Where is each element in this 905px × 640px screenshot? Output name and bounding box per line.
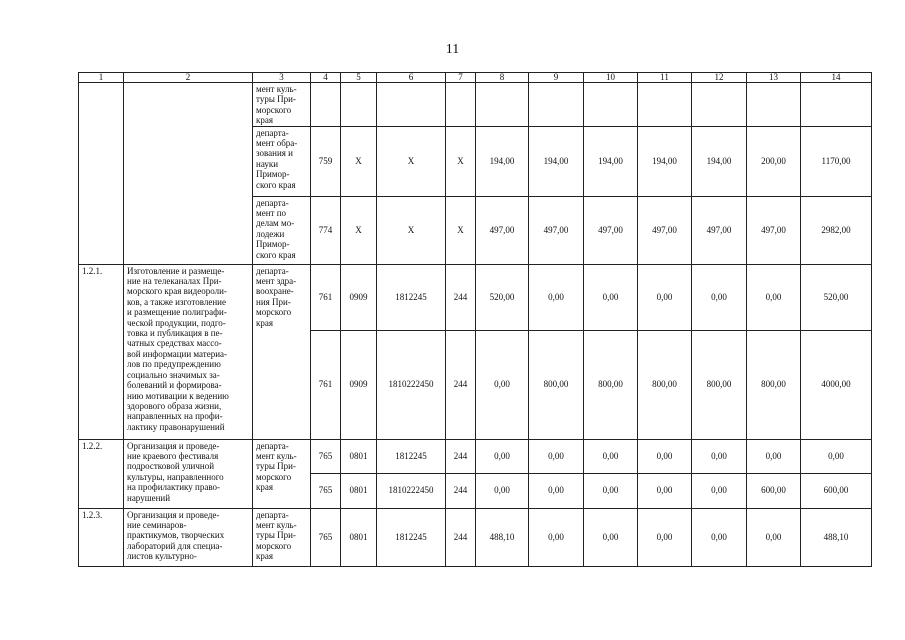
amount-cell: 0,00 bbox=[747, 508, 801, 566]
amount-cell: 488,10 bbox=[801, 508, 872, 566]
amount-cell: 497,00 bbox=[529, 196, 584, 264]
column-number: 14 bbox=[801, 73, 872, 83]
table-row bbox=[79, 439, 872, 473]
amount-cell: 800,00 bbox=[584, 330, 638, 439]
code-vr-cell bbox=[446, 83, 476, 127]
amount-cell: 0,00 bbox=[584, 508, 638, 566]
amount-cell: 0,00 bbox=[638, 439, 692, 473]
amount-cell: 0,00 bbox=[692, 473, 747, 508]
code-grbs-cell: 759 bbox=[311, 126, 341, 196]
amount-cell: 0,00 bbox=[801, 439, 872, 473]
amount-cell: 0,00 bbox=[692, 439, 747, 473]
amount-cell: 0,00 bbox=[476, 473, 529, 508]
column-number: 1 bbox=[79, 73, 124, 83]
amount-cell bbox=[801, 83, 872, 127]
amount-cell: 194,00 bbox=[638, 126, 692, 196]
amount-cell bbox=[529, 83, 584, 127]
amount-cell: 0,00 bbox=[529, 439, 584, 473]
amount-cell: 497,00 bbox=[638, 196, 692, 264]
code-grbs-cell: 765 bbox=[311, 439, 341, 473]
column-number: 13 bbox=[747, 73, 801, 83]
code-vr-cell: 244 bbox=[446, 473, 476, 508]
amount-cell: 2982,00 bbox=[801, 196, 872, 264]
code-rzpr-cell: Х bbox=[341, 196, 377, 264]
amount-cell: 0,00 bbox=[529, 508, 584, 566]
executor-cell: департа- мент по делам мо- лодежи Примор- ского края bbox=[253, 196, 311, 264]
column-number: 8 bbox=[476, 73, 529, 83]
amount-cell: 194,00 bbox=[692, 126, 747, 196]
executor-cell: мент куль- туры При- морского края bbox=[253, 83, 311, 127]
item-name-cell: Организация и проведе- ние семинаров- практикумов, творческих лабораторий для специа- листов культурно- bbox=[124, 508, 253, 566]
code-rzpr-cell: 0801 bbox=[341, 473, 377, 508]
column-number: 6 bbox=[377, 73, 446, 83]
code-rzpr-cell: 0909 bbox=[341, 264, 377, 330]
code-csr-cell: 1812245 bbox=[377, 439, 446, 473]
amount-cell: 0,00 bbox=[747, 439, 801, 473]
table-row bbox=[79, 83, 872, 127]
budget-table bbox=[78, 72, 872, 567]
amount-cell: 497,00 bbox=[747, 196, 801, 264]
column-number: 3 bbox=[253, 73, 311, 83]
code-csr-cell bbox=[377, 83, 446, 127]
code-csr-cell: 1810222450 bbox=[377, 330, 446, 439]
amount-cell: 1170,00 bbox=[801, 126, 872, 196]
amount-cell bbox=[638, 83, 692, 127]
amount-cell: 488,10 bbox=[476, 508, 529, 566]
column-number: 11 bbox=[638, 73, 692, 83]
executor-cell: департа- мент куль- туры При- морского края bbox=[253, 508, 311, 566]
amount-cell: 600,00 bbox=[801, 473, 872, 508]
item-number-cell: 1.2.1. bbox=[79, 264, 124, 439]
amount-cell: 0,00 bbox=[692, 508, 747, 566]
code-vr-cell: Х bbox=[446, 196, 476, 264]
amount-cell: 194,00 bbox=[476, 126, 529, 196]
header-row bbox=[79, 73, 872, 83]
code-csr-cell: 1810222450 bbox=[377, 473, 446, 508]
amount-cell bbox=[692, 83, 747, 127]
code-rzpr-cell: 0801 bbox=[341, 439, 377, 473]
code-vr-cell: 244 bbox=[446, 439, 476, 473]
amount-cell: 800,00 bbox=[747, 330, 801, 439]
amount-cell: 0,00 bbox=[476, 439, 529, 473]
column-number: 10 bbox=[584, 73, 638, 83]
code-vr-cell: 244 bbox=[446, 508, 476, 566]
code-csr-cell: 1812245 bbox=[377, 264, 446, 330]
table-body bbox=[79, 73, 872, 567]
amount-cell: 520,00 bbox=[801, 264, 872, 330]
amount-cell: 497,00 bbox=[584, 196, 638, 264]
column-number: 5 bbox=[341, 73, 377, 83]
amount-cell: 0,00 bbox=[584, 264, 638, 330]
code-grbs-cell: 765 bbox=[311, 508, 341, 566]
empty-name-cell bbox=[124, 83, 253, 265]
amount-cell: 4000,00 bbox=[801, 330, 872, 439]
amount-cell: 497,00 bbox=[692, 196, 747, 264]
amount-cell: 0,00 bbox=[692, 264, 747, 330]
empty-number-cell bbox=[79, 83, 124, 265]
amount-cell: 0,00 bbox=[638, 473, 692, 508]
amount-cell: 0,00 bbox=[747, 264, 801, 330]
code-rzpr-cell bbox=[341, 83, 377, 127]
amount-cell: 0,00 bbox=[584, 439, 638, 473]
code-grbs-cell: 761 bbox=[311, 330, 341, 439]
column-number: 4 bbox=[311, 73, 341, 83]
code-vr-cell: 244 bbox=[446, 330, 476, 439]
item-number-cell: 1.2.2. bbox=[79, 439, 124, 508]
amount-cell: 497,00 bbox=[476, 196, 529, 264]
code-vr-cell: Х bbox=[446, 126, 476, 196]
column-number: 7 bbox=[446, 73, 476, 83]
item-name-cell: Организация и проведе- ние краевого фестиваля подростковой уличной культуры, направленного на профилактику право- нарушений bbox=[124, 439, 253, 508]
executor-cell: департа- мент куль- туры При- морского края bbox=[253, 439, 311, 508]
code-csr-cell: 1812245 bbox=[377, 508, 446, 566]
amount-cell: 194,00 bbox=[584, 126, 638, 196]
amount-cell: 0,00 bbox=[476, 330, 529, 439]
executor-cell: департа- мент здра- воохране- ния При- морского края bbox=[253, 264, 311, 439]
page-number: 11 bbox=[445, 42, 460, 57]
amount-cell: 800,00 bbox=[529, 330, 584, 439]
amount-cell: 0,00 bbox=[638, 264, 692, 330]
amount-cell bbox=[584, 83, 638, 127]
code-rzpr-cell: Х bbox=[341, 126, 377, 196]
executor-cell: департа- мент обра- зования и науки Примор- ского края bbox=[253, 126, 311, 196]
amount-cell bbox=[476, 83, 529, 127]
amount-cell bbox=[747, 83, 801, 127]
code-csr-cell: Х bbox=[377, 126, 446, 196]
code-vr-cell: 244 bbox=[446, 264, 476, 330]
column-number: 12 bbox=[692, 73, 747, 83]
item-number-cell: 1.2.3. bbox=[79, 508, 124, 566]
code-csr-cell: Х bbox=[377, 196, 446, 264]
table-row bbox=[79, 264, 872, 330]
amount-cell: 0,00 bbox=[529, 473, 584, 508]
table-row bbox=[79, 508, 872, 566]
amount-cell: 520,00 bbox=[476, 264, 529, 330]
amount-cell: 800,00 bbox=[638, 330, 692, 439]
code-rzpr-cell: 0801 bbox=[341, 508, 377, 566]
code-grbs-cell: 774 bbox=[311, 196, 341, 264]
amount-cell: 600,00 bbox=[747, 473, 801, 508]
code-grbs-cell bbox=[311, 83, 341, 127]
code-rzpr-cell: 0909 bbox=[341, 330, 377, 439]
amount-cell: 800,00 bbox=[692, 330, 747, 439]
amount-cell: 194,00 bbox=[529, 126, 584, 196]
column-number: 9 bbox=[529, 73, 584, 83]
amount-cell: 200,00 bbox=[747, 126, 801, 196]
column-number: 2 bbox=[124, 73, 253, 83]
item-name-cell: Изготовление и размеще- ние на телеканалах При- морского края видеороли- ков, а также изготовление и размещение полиграфи- ческой продукции, подго- товка и публикация в пе- чатных средствах массо- вой информации материа- лов по предупреждению социально значимых за- болеваний и формирова- нию мотивации к ведению здорового образа жизни, направленных на профи- лактику правонарушений bbox=[124, 264, 253, 439]
amount-cell: 0,00 bbox=[584, 473, 638, 508]
amount-cell: 0,00 bbox=[529, 264, 584, 330]
code-grbs-cell: 761 bbox=[311, 264, 341, 330]
amount-cell: 0,00 bbox=[638, 508, 692, 566]
code-grbs-cell: 765 bbox=[311, 473, 341, 508]
